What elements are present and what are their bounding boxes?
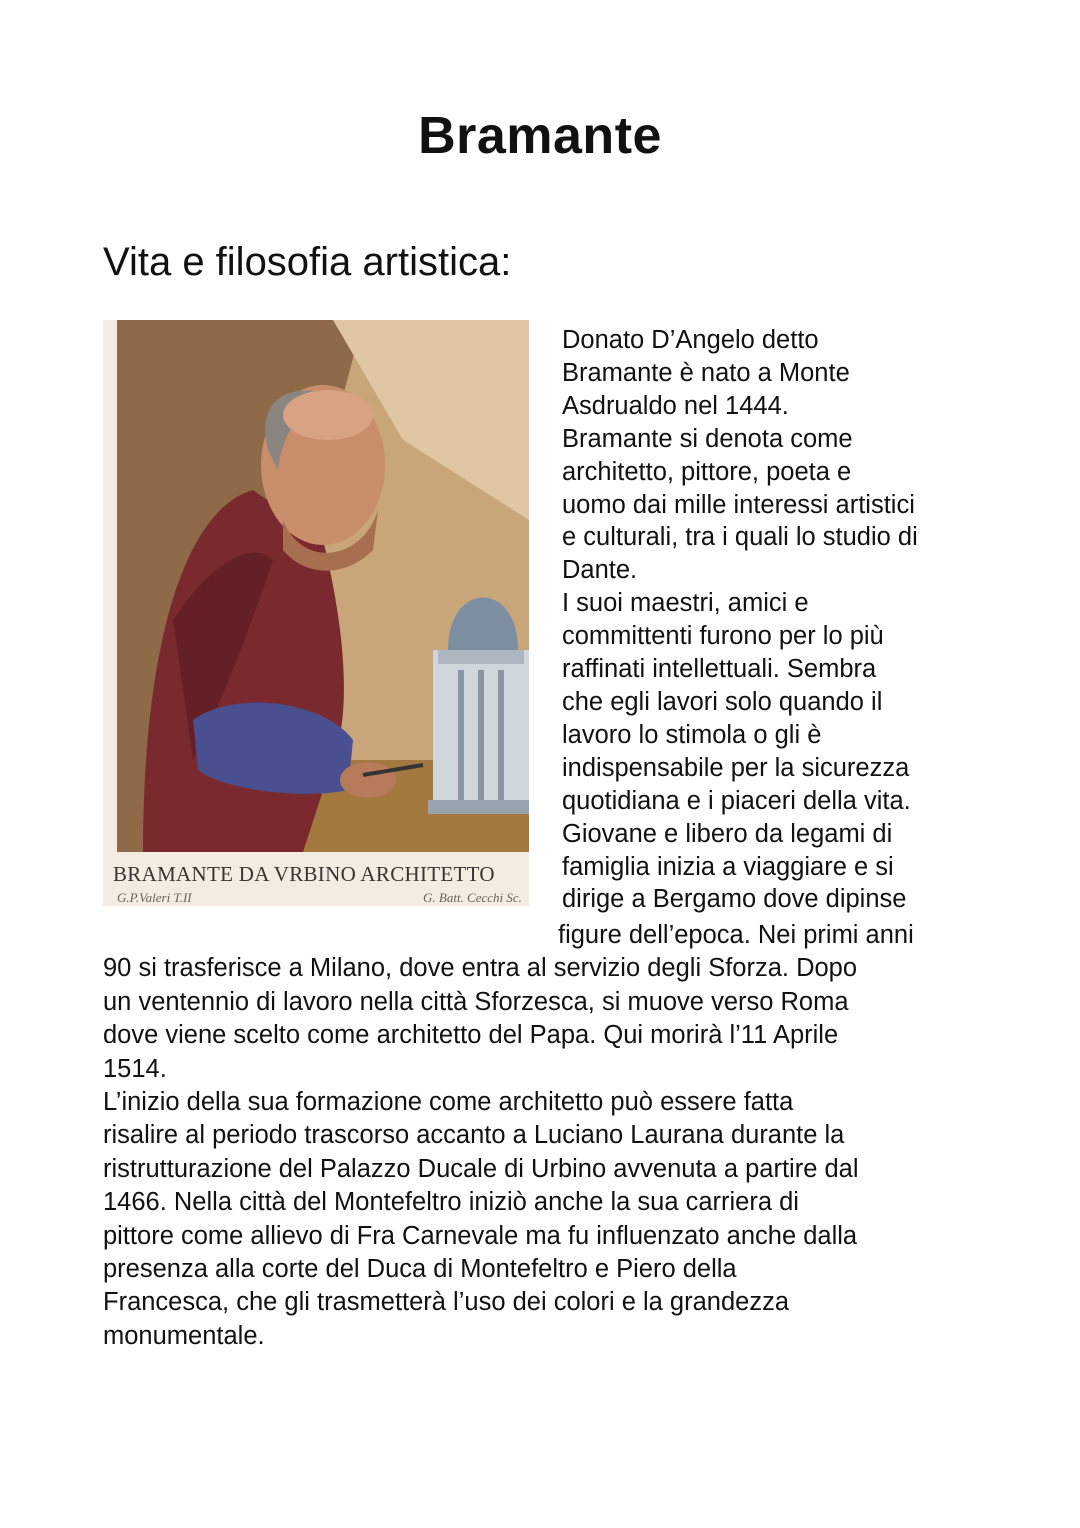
text-line: quotidiana e i piaceri della vita. xyxy=(562,786,911,815)
bramante-portrait-image xyxy=(103,320,529,906)
text-line: 1514. xyxy=(103,1054,167,1083)
portrait-signature-right: G. Batt. Cecchi Sc. xyxy=(423,890,522,905)
portrait-caption: BRAMANTE DA VRBINO ARCHITETTO xyxy=(113,862,495,886)
text-line: che egli lavori solo quando il xyxy=(562,687,883,716)
text-line: un ventennio di lavoro nella città Sforzesca, si muove verso Roma xyxy=(103,987,849,1016)
text-line: pittore come allievo di Fra Carnevale ma fu influenzato anche dalla xyxy=(103,1221,858,1250)
text-line: Donato D’Angelo detto xyxy=(562,326,819,354)
text-line: committenti furono per lo più xyxy=(562,622,884,651)
text-line: Francesca, che gli trasmetterà l’uso dei colori e la grandezza xyxy=(103,1288,789,1317)
text-line: risalire al periodo trascorso accanto a Luciano Laurana durante la xyxy=(103,1121,845,1150)
biography-full-text xyxy=(103,919,914,1353)
text-line: famiglia inizia a viaggiare e si xyxy=(562,852,894,881)
text-line: raffinati intellettuali. Sembra xyxy=(562,655,877,684)
text-line: indispensabile per la sicurezza xyxy=(562,753,910,782)
text-line: uomo dai mille interessi artistici xyxy=(562,490,915,519)
text-line: monumentale. xyxy=(103,1321,265,1350)
text-line: 1466. Nella città del Montefeltro iniziò anche la sua carriera di xyxy=(103,1188,799,1217)
text-line: presenza alla corte del Duca di Montefeltro e Piero della xyxy=(103,1255,737,1284)
page-title: Bramante xyxy=(418,107,662,165)
section-heading: Vita e filosofia artistica: xyxy=(103,240,512,284)
text-line: e culturali, tra i quali lo studio di xyxy=(562,523,918,552)
biography-column-text xyxy=(562,324,918,916)
text-line: I suoi maestri, amici e xyxy=(562,589,809,618)
text-line: architetto, pittore, poeta e xyxy=(562,457,852,486)
text-line: Asdrualdo nel 1444. xyxy=(562,391,789,420)
text-line: figure dell’epoca. Nei primi anni xyxy=(558,921,914,949)
text-line: 90 si trasferisce a Milano, dove entra al servizio degli Sforza. Dopo xyxy=(103,954,858,983)
text-line: Dante. xyxy=(562,556,638,585)
text-line: dirige a Bergamo dove dipinse xyxy=(562,885,907,914)
text-line: L’inizio della sua formazione come architetto può essere fatta xyxy=(103,1088,794,1117)
text-line: ristrutturazione del Palazzo Ducale di Urbino avvenuta a partire dal xyxy=(103,1154,859,1183)
portrait-signature-left: G.P.Valeri T.II xyxy=(117,890,192,905)
text-line: dove viene scelto come architetto del Papa. Qui morirà l’11 Aprile xyxy=(103,1021,839,1050)
text-line: Bramante si denota come xyxy=(562,424,853,453)
text-line: Giovane e libero da legami di xyxy=(562,819,893,848)
text-line: lavoro lo stimola o gli è xyxy=(562,720,822,749)
text-line: Bramante è nato a Monte xyxy=(562,358,850,387)
